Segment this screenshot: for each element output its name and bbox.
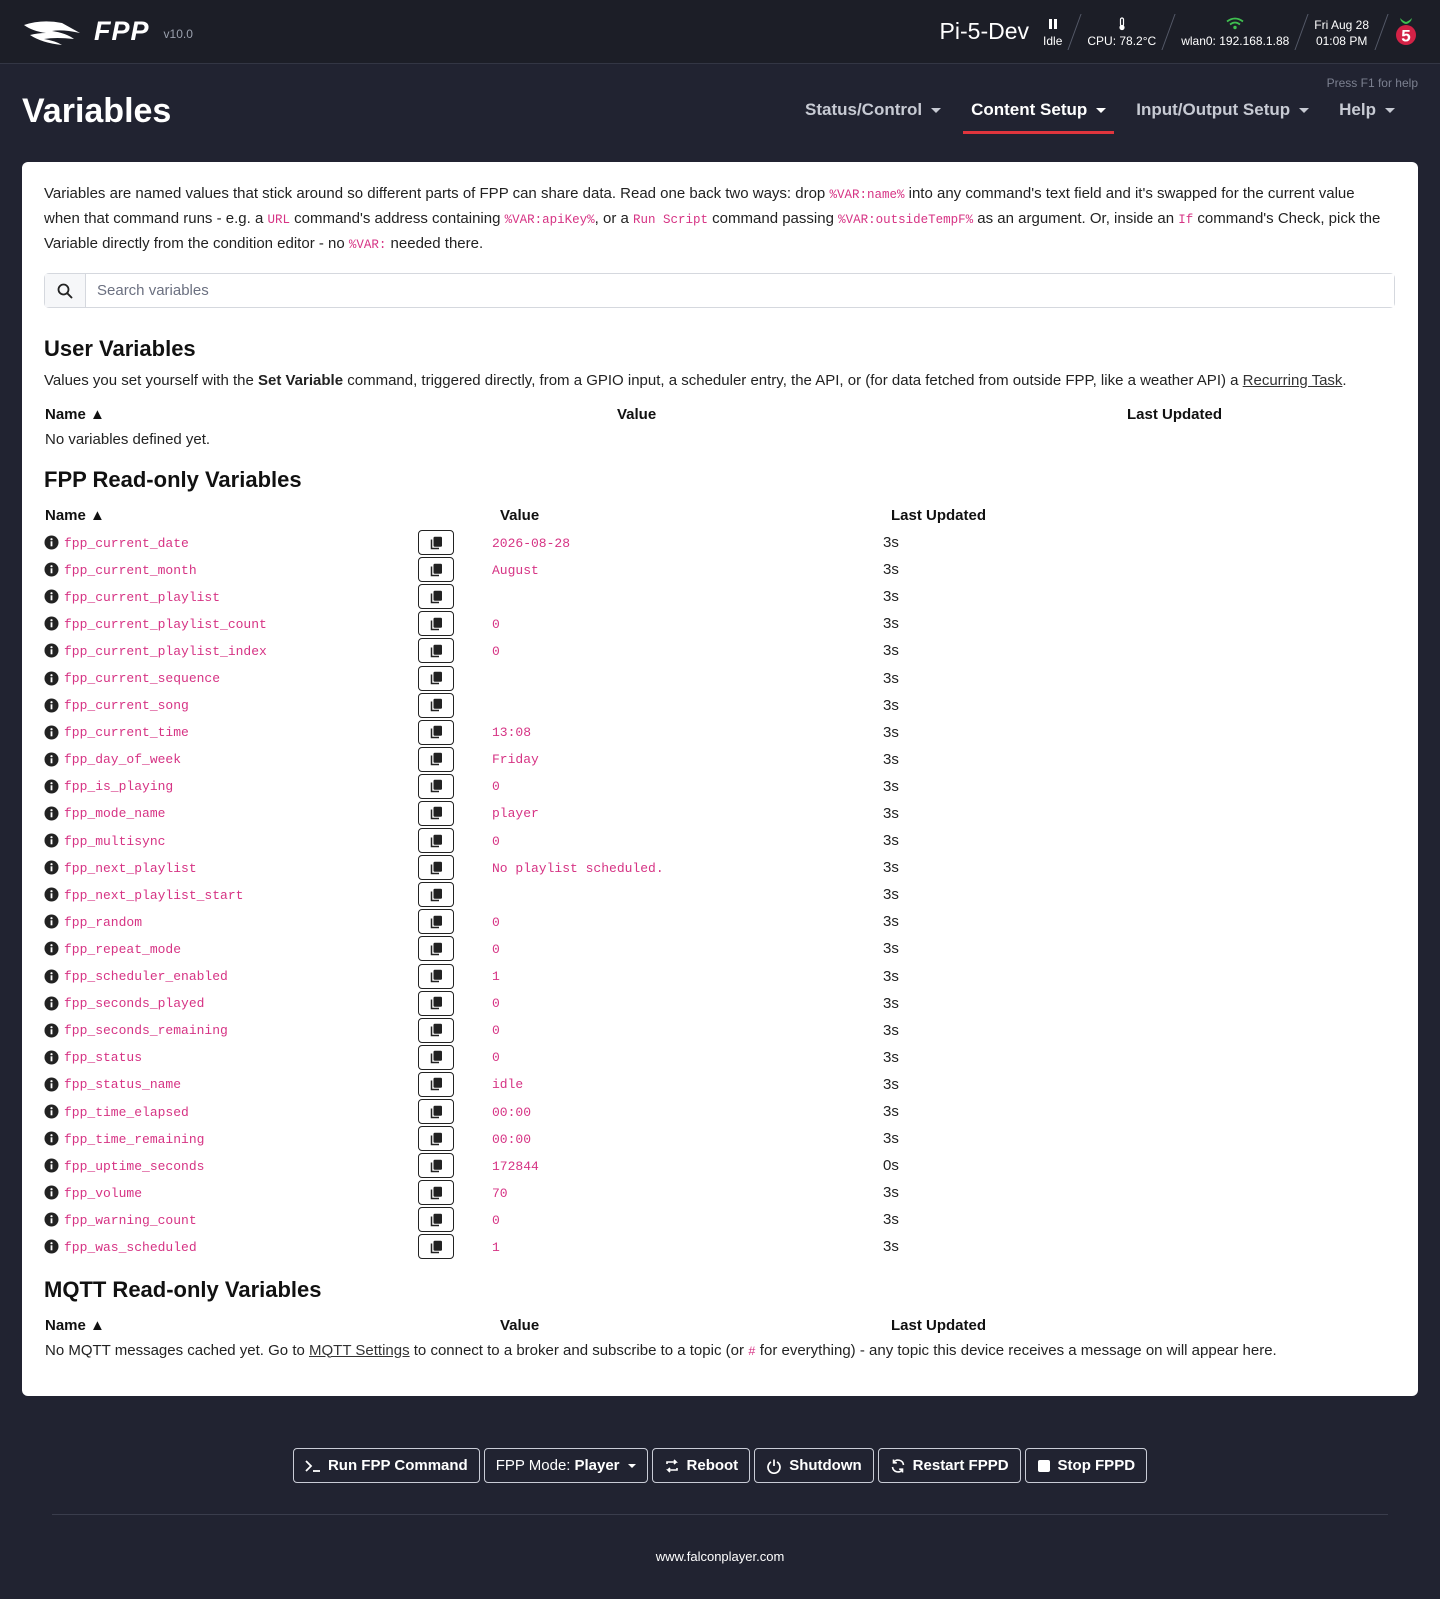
copy-icon <box>430 861 443 875</box>
col-name-sort[interactable]: Name ▲ <box>45 406 105 423</box>
table-row <box>44 692 1395 719</box>
page-title: Variables <box>22 92 172 130</box>
network-status <box>1175 15 1295 49</box>
recurring-task-link[interactable]: Recurring Task <box>1242 372 1343 389</box>
variable-name: fpp_repeat_mode <box>64 941 182 957</box>
table-row <box>44 1179 1395 1206</box>
caret-down-icon <box>1299 108 1309 113</box>
table-row <box>44 963 1395 990</box>
variable-name: fpp_next_playlist <box>64 860 197 876</box>
fpp-mode-dropdown[interactable]: FPP Mode: Player <box>484 1448 648 1483</box>
thermometer-icon <box>1118 15 1126 33</box>
variable-value: 1 <box>492 1239 500 1255</box>
variable-name: fpp_next_playlist_start <box>64 887 244 903</box>
copy-icon <box>430 671 443 685</box>
divider <box>1295 14 1309 50</box>
table-row <box>44 935 1395 962</box>
search-icon[interactable] <box>45 274 86 307</box>
copy-icon <box>430 1105 443 1119</box>
clock <box>1308 15 1375 49</box>
table-row <box>44 800 1395 827</box>
mqtt-variables-empty: No MQTT messages cached yet. Go to MQTT Settings to connect to a broker and subscribe to a topic (or # for everything) - any topic this device receives a message on will appear here. <box>45 1341 1277 1359</box>
info-icon[interactable] <box>44 1104 64 1119</box>
col-last-updated: Last Updated <box>891 1316 987 1334</box>
copy-icon <box>430 1050 443 1064</box>
variable-value: 00:00 <box>492 1104 532 1120</box>
nav-label: Content Setup <box>971 100 1088 119</box>
fpp-variables-table <box>44 529 1395 1261</box>
title-bar <box>0 64 1440 160</box>
info-icon[interactable] <box>44 562 64 577</box>
user-variables-title: User Variables <box>44 336 196 361</box>
nav-content-setup[interactable] <box>963 100 1114 134</box>
nav-label: Input/Output Setup <box>1136 100 1291 119</box>
variable-name: fpp_scheduler_enabled <box>64 969 228 985</box>
network-address: wlan0: 192.168.1.88 <box>1181 33 1290 48</box>
variable-value: 13:08 <box>492 725 532 741</box>
variable-name: fpp_time_remaining <box>64 1131 205 1147</box>
divider <box>1374 14 1388 50</box>
copy-icon <box>430 563 443 577</box>
search-box <box>44 273 1395 308</box>
brand[interactable] <box>22 16 193 47</box>
fpp-variables-title: FPP Read-only Variables <box>44 467 302 492</box>
copy-button[interactable] <box>418 747 454 772</box>
info-icon[interactable] <box>44 643 64 658</box>
variable-value: August <box>492 562 539 578</box>
copy-icon <box>430 888 443 902</box>
pause-icon <box>1048 15 1058 33</box>
info-icon[interactable] <box>44 914 64 929</box>
info-icon[interactable] <box>44 1077 64 1092</box>
variable-last-updated: 3s <box>883 994 899 1012</box>
variable-last-updated: 3s <box>883 1021 899 1039</box>
variable-name: fpp_status_name <box>64 1077 182 1093</box>
info-icon[interactable] <box>44 996 64 1011</box>
table-row <box>44 637 1395 664</box>
table-row <box>44 583 1395 610</box>
clock-time: 01:08 PM <box>1315 33 1368 48</box>
col-value: Value <box>500 1316 540 1334</box>
copy-button[interactable] <box>418 530 454 555</box>
copy-button[interactable] <box>418 1018 454 1043</box>
table-row <box>44 1152 1395 1179</box>
info-icon[interactable] <box>44 725 64 740</box>
variable-last-updated: 3s <box>883 723 899 741</box>
table-row <box>44 854 1395 881</box>
table-row <box>44 610 1395 637</box>
variable-name: fpp_seconds_played <box>64 996 205 1012</box>
copy-icon <box>430 942 443 956</box>
variable-last-updated: 3s <box>883 669 899 687</box>
nav-status-control[interactable] <box>797 100 949 134</box>
brand-name: FPP <box>94 16 150 46</box>
table-row <box>44 990 1395 1017</box>
variable-last-updated: 3s <box>883 913 899 931</box>
info-icon[interactable] <box>44 833 64 848</box>
copy-button[interactable] <box>418 774 454 799</box>
variable-name: fpp_uptime_seconds <box>64 1158 205 1174</box>
col-value: Value <box>617 406 657 423</box>
table-row <box>44 881 1395 908</box>
copy-button[interactable] <box>418 1207 454 1232</box>
col-name-sort[interactable]: Name ▲ <box>45 507 105 524</box>
copy-button[interactable] <box>418 1072 454 1097</box>
table-row <box>44 746 1395 773</box>
variable-value: 00:00 <box>492 1131 532 1147</box>
copy-icon <box>430 1213 443 1227</box>
shutdown-button[interactable]: Shutdown <box>754 1448 873 1483</box>
copy-icon <box>430 1077 443 1091</box>
user-variables-desc: Values you set yourself with the Set Variable command, triggered directly, from a GPIO input, a scheduler entry, the API, or (for data fetched from outside FPP, like a weather API) a Recurring Task. <box>44 372 1347 389</box>
variable-name: fpp_multisync <box>64 833 166 849</box>
copy-button[interactable] <box>418 855 454 880</box>
table-row <box>44 1125 1395 1152</box>
variable-value: 0 <box>492 616 500 632</box>
variable-last-updated: 3s <box>883 1048 899 1066</box>
variable-last-updated: 3s <box>883 967 899 985</box>
copy-button[interactable] <box>418 936 454 961</box>
mqtt-settings-link[interactable]: MQTT Settings <box>309 1341 410 1359</box>
copy-button[interactable] <box>418 828 454 853</box>
variable-value: 0 <box>492 1050 500 1066</box>
terminal-icon <box>305 1459 321 1473</box>
copy-icon <box>430 996 443 1010</box>
variable-last-updated: 3s <box>883 1130 899 1148</box>
copy-icon <box>430 617 443 631</box>
variable-name: fpp_current_month <box>64 562 197 578</box>
variable-last-updated: 3s <box>883 534 899 552</box>
variable-value: 0 <box>492 1023 500 1039</box>
info-icon[interactable] <box>44 941 64 956</box>
copy-button[interactable] <box>418 1099 454 1124</box>
caret-down-icon <box>628 1464 636 1468</box>
caret-down-icon <box>1096 108 1106 113</box>
mqtt-variables-header <box>44 1317 1396 1334</box>
variable-name: fpp_volume <box>64 1185 143 1201</box>
variable-last-updated: 3s <box>883 886 899 904</box>
info-icon[interactable] <box>44 1050 64 1065</box>
variable-value: 0 <box>492 996 500 1012</box>
fpp-variables-section <box>44 467 1396 1261</box>
variable-value: 0 <box>492 941 500 957</box>
variable-value: 1 <box>492 969 500 985</box>
variable-last-updated: 3s <box>883 561 899 579</box>
stop-fppd-button[interactable]: Stop FPPD <box>1025 1448 1148 1483</box>
nav-label: Status/Control <box>804 100 923 119</box>
help-hint: Press F1 for help <box>1326 76 1418 90</box>
copy-icon <box>430 536 443 550</box>
copy-icon <box>430 1132 443 1146</box>
user-variables-empty: No variables defined yet. <box>45 431 211 448</box>
variable-value: 0 <box>492 643 500 659</box>
table-row <box>44 719 1395 746</box>
variable-value: Friday <box>492 752 539 768</box>
main-nav <box>790 100 1410 134</box>
caret-down-icon <box>931 108 941 113</box>
variable-name: fpp_random <box>64 914 143 930</box>
divider <box>1162 14 1176 50</box>
cpu-status <box>1081 15 1162 49</box>
info-icon[interactable] <box>44 671 64 686</box>
info-icon[interactable] <box>44 1212 64 1227</box>
info-icon[interactable] <box>44 1185 64 1200</box>
variable-name: fpp_current_time <box>64 725 189 741</box>
variable-name: fpp_was_scheduled <box>64 1239 197 1255</box>
table-row <box>44 556 1395 583</box>
info-icon[interactable] <box>44 698 64 713</box>
wifi-icon <box>1226 15 1244 33</box>
variable-last-updated: 3s <box>883 588 899 606</box>
info-icon[interactable] <box>44 887 64 902</box>
footer-website-link[interactable]: www.falconplayer.com <box>655 1549 785 1564</box>
copy-button[interactable] <box>418 611 454 636</box>
top-bar <box>0 0 1440 64</box>
variable-value: player <box>492 806 539 822</box>
variable-last-updated: 3s <box>883 1184 899 1202</box>
copy-icon <box>430 644 443 658</box>
copy-icon <box>430 725 443 739</box>
info-icon[interactable] <box>44 1131 64 1146</box>
variable-value: 172844 <box>492 1158 539 1174</box>
variable-name: fpp_warning_count <box>64 1212 197 1228</box>
restart-fppd-button[interactable]: Restart FPPD <box>878 1448 1021 1483</box>
info-icon[interactable] <box>44 1023 64 1038</box>
copy-icon <box>430 752 443 766</box>
info-icon[interactable] <box>44 860 64 875</box>
pi-badge: 5 <box>1401 26 1411 45</box>
variable-name: fpp_current_playlist_index <box>64 643 267 659</box>
clock-date: Fri Aug 28 <box>1314 17 1369 32</box>
table-row <box>44 1044 1395 1071</box>
copy-icon <box>430 1159 443 1173</box>
variable-last-updated: 3s <box>883 1238 899 1256</box>
variable-last-updated: 0s <box>883 1157 899 1175</box>
cpu-temp: CPU: 78.2°C <box>1087 33 1157 48</box>
reboot-icon <box>664 1458 680 1474</box>
col-name-sort[interactable]: Name ▲ <box>45 1316 105 1334</box>
variable-name: fpp_seconds_remaining <box>64 1023 228 1039</box>
nav-input-output-setup[interactable] <box>1128 100 1317 134</box>
footer-actions <box>0 1448 1440 1483</box>
player-status[interactable] <box>1037 15 1068 49</box>
info-icon[interactable] <box>44 1158 64 1173</box>
info-icon[interactable] <box>44 535 64 550</box>
copy-icon <box>430 1023 443 1037</box>
variable-value: No playlist scheduled. <box>492 860 664 876</box>
footer-divider <box>52 1514 1388 1515</box>
copy-button[interactable] <box>418 638 454 663</box>
variable-last-updated: 3s <box>883 859 899 877</box>
hostname[interactable]: Pi-5-Dev <box>939 18 1030 44</box>
divider <box>1068 14 1082 50</box>
copy-button[interactable] <box>418 801 454 826</box>
version-label: v10.0 <box>163 26 193 41</box>
copy-icon <box>430 779 443 793</box>
col-last-updated: Last Updated <box>1127 406 1223 423</box>
variable-value: 70 <box>492 1185 508 1201</box>
copy-icon <box>430 698 443 712</box>
table-row <box>44 908 1395 935</box>
variable-name: fpp_current_playlist <box>64 589 221 605</box>
table-row <box>44 1233 1395 1260</box>
intro-text: Variables are named values that stick around so different parts of FPP can share data. Read one back two ways: drop %VAR:name% into any command's text field and it's swapped for the current value when that command runs - e.g. a URL command's address containing %VAR:apiKey%, or a Run Script command passing %VAR:outsideTempF% as an argument. Or, inside an If command's Check, pick the Variable directly from the condition editor - no %VAR: needed there. <box>44 185 1381 252</box>
variable-name: fpp_current_song <box>64 698 189 714</box>
fpp-variables-header <box>44 507 1396 524</box>
variable-last-updated: 3s <box>883 1075 899 1093</box>
table-row <box>44 1206 1395 1233</box>
variable-last-updated: 3s <box>883 750 899 768</box>
copy-button[interactable] <box>418 1234 454 1259</box>
table-row <box>44 773 1395 800</box>
copy-button[interactable] <box>418 1045 454 1070</box>
variable-value: 0 <box>492 1212 500 1228</box>
copy-button[interactable] <box>418 1126 454 1151</box>
variable-value: 0 <box>492 779 500 795</box>
mqtt-variables-title: MQTT Read-only Variables <box>44 1276 322 1302</box>
table-row <box>44 1017 1395 1044</box>
variable-last-updated: 3s <box>883 1103 899 1121</box>
info-icon[interactable] <box>44 969 64 984</box>
user-variables-section <box>44 336 1396 448</box>
variable-last-updated: 3s <box>883 696 899 714</box>
table-row <box>44 529 1395 556</box>
run-fpp-command-button[interactable]: Run FPP Command <box>293 1448 480 1483</box>
col-value: Value <box>500 507 540 524</box>
copy-button[interactable] <box>418 720 454 745</box>
info-icon[interactable] <box>44 752 64 767</box>
mqtt-variables-section <box>44 1277 1396 1359</box>
copy-button[interactable] <box>418 693 454 718</box>
nav-label: Help <box>1339 100 1376 119</box>
variable-name: fpp_mode_name <box>64 806 166 822</box>
variables-card <box>22 162 1418 1396</box>
copy-icon <box>430 915 443 929</box>
copy-icon <box>430 1186 443 1200</box>
col-last-updated: Last Updated <box>891 507 987 524</box>
variable-name: fpp_status <box>64 1050 143 1066</box>
copy-button[interactable] <box>418 666 454 691</box>
info-icon[interactable] <box>44 1239 64 1254</box>
info-icon[interactable] <box>44 779 64 794</box>
variable-last-updated: 3s <box>883 615 899 633</box>
copy-button[interactable] <box>418 584 454 609</box>
variable-name: fpp_current_date <box>64 535 189 551</box>
search-input[interactable] <box>86 274 1394 307</box>
variable-value: idle <box>492 1077 524 1093</box>
variable-last-updated: 3s <box>883 777 899 795</box>
falcon-logo-icon <box>22 17 82 47</box>
nav-help[interactable] <box>1331 100 1403 134</box>
variable-value: 2026-08-28 <box>492 535 571 551</box>
copy-button[interactable] <box>418 1180 454 1205</box>
copy-icon <box>430 1240 443 1254</box>
variable-name: fpp_is_playing <box>64 779 174 795</box>
power-icon <box>766 1458 782 1474</box>
status-label: Idle <box>1043 33 1063 48</box>
caret-down-icon <box>1385 108 1395 113</box>
variable-last-updated: 3s <box>883 642 899 660</box>
variable-last-updated: 3s <box>883 1211 899 1229</box>
copy-icon <box>430 590 443 604</box>
variable-last-updated: 3s <box>883 940 899 958</box>
copy-button[interactable] <box>418 1153 454 1178</box>
copy-button[interactable] <box>418 557 454 582</box>
variable-name: fpp_time_elapsed <box>64 1104 189 1120</box>
restart-icon <box>890 1458 906 1474</box>
table-row <box>44 664 1395 691</box>
variable-value: 0 <box>492 833 500 849</box>
stop-icon <box>1037 1459 1051 1473</box>
reboot-button[interactable]: Reboot <box>652 1448 751 1483</box>
info-icon[interactable] <box>44 616 64 631</box>
variable-value: 0 <box>492 914 500 930</box>
raspberry-pi-icon <box>1394 16 1418 48</box>
variable-name: fpp_current_sequence <box>64 671 221 687</box>
variable-last-updated: 3s <box>883 804 899 822</box>
table-row <box>44 827 1395 854</box>
copy-icon <box>430 806 443 820</box>
copy-button[interactable] <box>418 991 454 1016</box>
copy-icon <box>430 834 443 848</box>
variable-name: fpp_current_playlist_count <box>64 616 267 632</box>
copy-button[interactable] <box>418 909 454 934</box>
copy-icon <box>430 969 443 983</box>
user-variables-header <box>44 406 1396 423</box>
copy-button[interactable] <box>418 882 454 907</box>
table-row <box>44 1071 1395 1098</box>
table-row <box>44 1098 1395 1125</box>
info-icon[interactable] <box>44 806 64 821</box>
info-icon[interactable] <box>44 589 64 604</box>
variable-name: fpp_day_of_week <box>64 752 182 768</box>
copy-button[interactable] <box>418 964 454 989</box>
variable-last-updated: 3s <box>883 832 899 850</box>
